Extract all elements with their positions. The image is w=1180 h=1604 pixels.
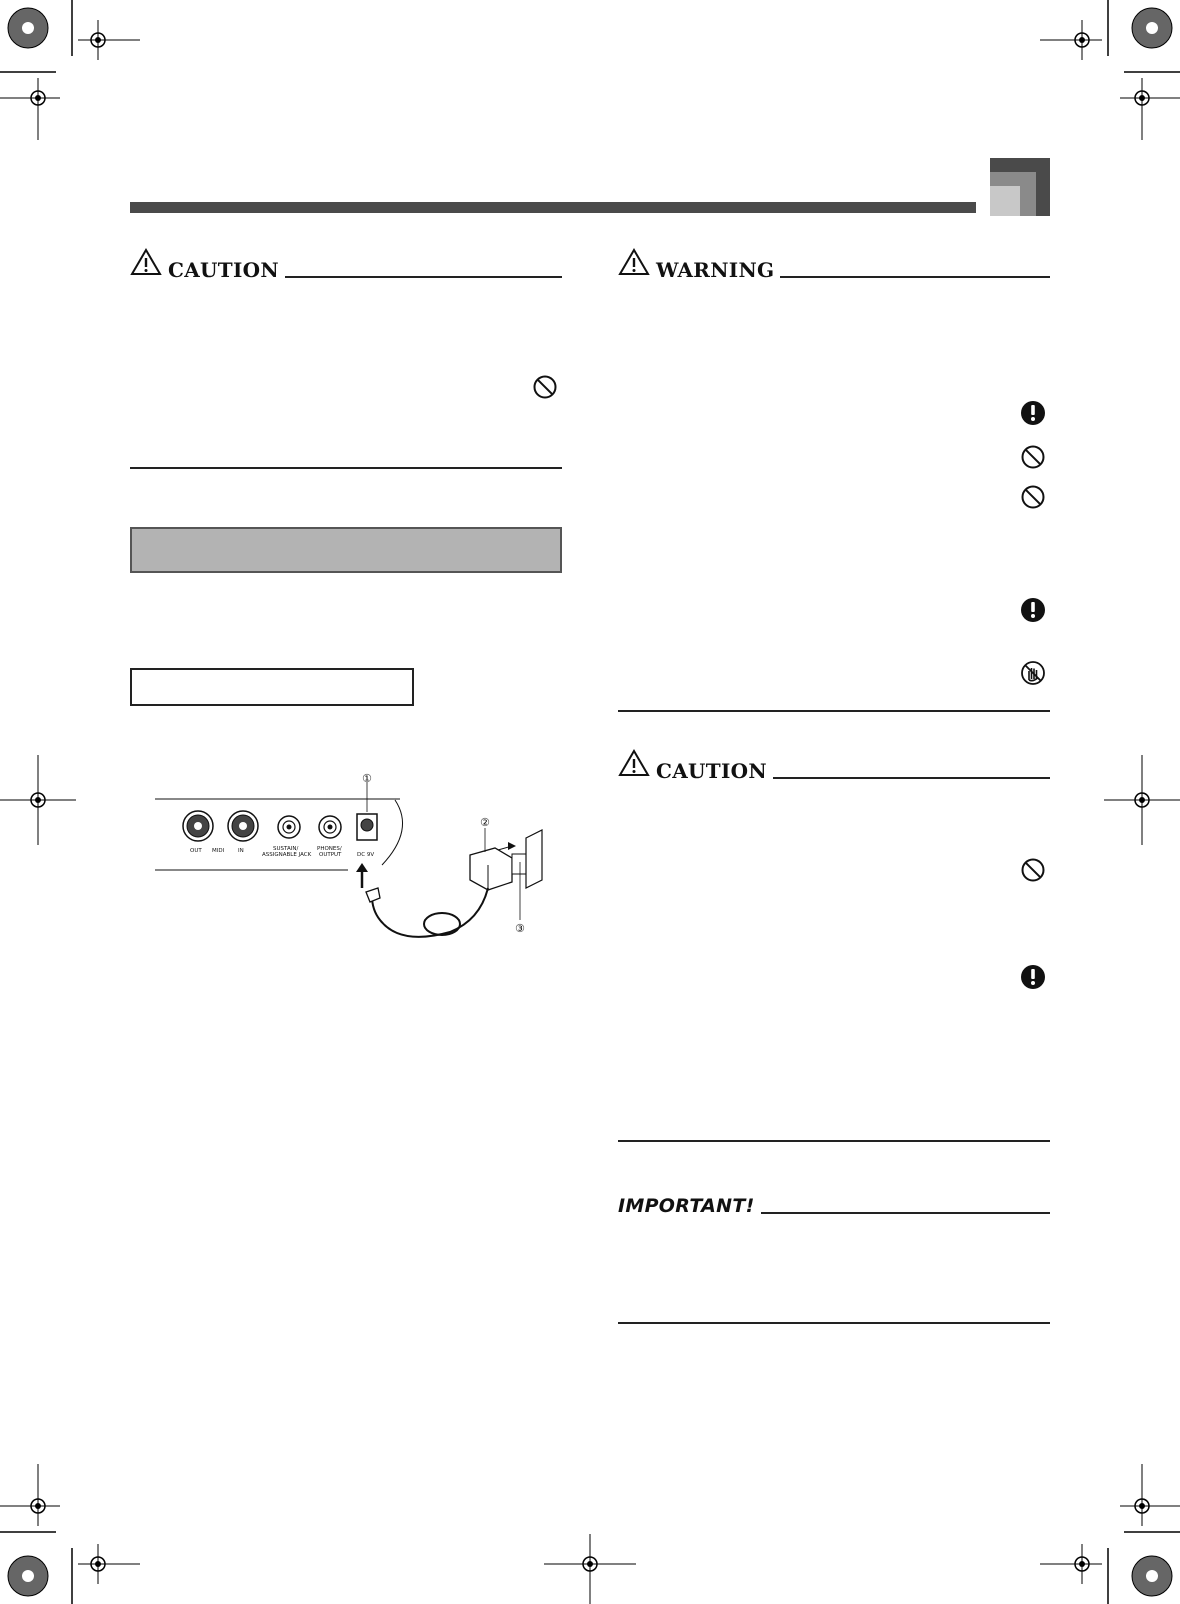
exclamation-icon bbox=[1020, 597, 1046, 623]
midi-out-jack bbox=[183, 811, 213, 841]
registration-mark-mid-left bbox=[0, 750, 80, 850]
registration-mark-bottom-right bbox=[1030, 1454, 1180, 1604]
registration-mark-top-left bbox=[0, 0, 150, 150]
warning-triangle-icon bbox=[618, 749, 650, 781]
exclamation-icon bbox=[1020, 964, 1046, 990]
prohibited-icon bbox=[532, 374, 558, 400]
warning-label: WARNING bbox=[656, 258, 775, 282]
caution-label: CAUTION bbox=[656, 759, 767, 783]
prohibited-icon bbox=[1020, 484, 1046, 510]
warning-heading bbox=[618, 250, 1050, 280]
caution-heading-right bbox=[618, 751, 1050, 781]
power-connection-diagram bbox=[150, 770, 550, 970]
no-wet-hands-icon bbox=[1020, 660, 1046, 686]
jack-label-phones: PHONES/ bbox=[317, 846, 342, 852]
prohibited-icon bbox=[1020, 444, 1046, 470]
section-divider-warning bbox=[618, 710, 1050, 712]
jack-label-dc: DC 9V bbox=[357, 852, 375, 858]
subheading-box bbox=[130, 668, 414, 706]
warning-triangle-icon bbox=[618, 248, 650, 280]
gray-title-box bbox=[130, 527, 562, 573]
section-divider-left bbox=[130, 467, 562, 469]
warning-rule bbox=[780, 276, 1050, 278]
jack-label-midi: MIDI bbox=[212, 848, 225, 854]
important-heading bbox=[618, 1188, 1050, 1216]
registration-mark-mid-right bbox=[1100, 750, 1180, 850]
registration-mark-top-right bbox=[1030, 0, 1180, 150]
jack-label-in: IN bbox=[238, 848, 244, 854]
important-label: IMPORTANT! bbox=[618, 1195, 755, 1217]
jack-label-output: OUTPUT bbox=[319, 852, 342, 858]
header-bar bbox=[130, 202, 976, 213]
page-corner-tab bbox=[990, 158, 1050, 216]
callout-2: ② bbox=[480, 816, 490, 829]
caution-rule bbox=[285, 276, 562, 278]
section-divider-important bbox=[618, 1322, 1050, 1324]
caution-label: CAUTION bbox=[168, 258, 279, 282]
section-divider-caution bbox=[618, 1140, 1050, 1142]
registration-mark-bottom-center bbox=[540, 1530, 640, 1604]
caution-rule bbox=[773, 777, 1050, 779]
callout-1: ① bbox=[362, 772, 372, 785]
jack-label-out: OUT bbox=[190, 848, 202, 854]
caution-heading-left bbox=[130, 250, 562, 280]
jack-label-sustain: SUSTAIN/ bbox=[273, 846, 299, 852]
dc-jack bbox=[357, 814, 377, 840]
registration-mark-bottom-left bbox=[0, 1454, 150, 1604]
midi-in-jack bbox=[228, 811, 258, 841]
prohibited-icon bbox=[1020, 857, 1046, 883]
callout-3: ③ bbox=[515, 922, 525, 935]
important-rule bbox=[761, 1212, 1050, 1214]
sustain-jack bbox=[278, 816, 300, 838]
exclamation-icon bbox=[1020, 400, 1046, 426]
ac-adaptor bbox=[470, 830, 542, 890]
phones-jack bbox=[319, 816, 341, 838]
jack-label-assignable: ASSIGNABLE JACK bbox=[262, 852, 312, 858]
warning-triangle-icon bbox=[130, 248, 162, 280]
